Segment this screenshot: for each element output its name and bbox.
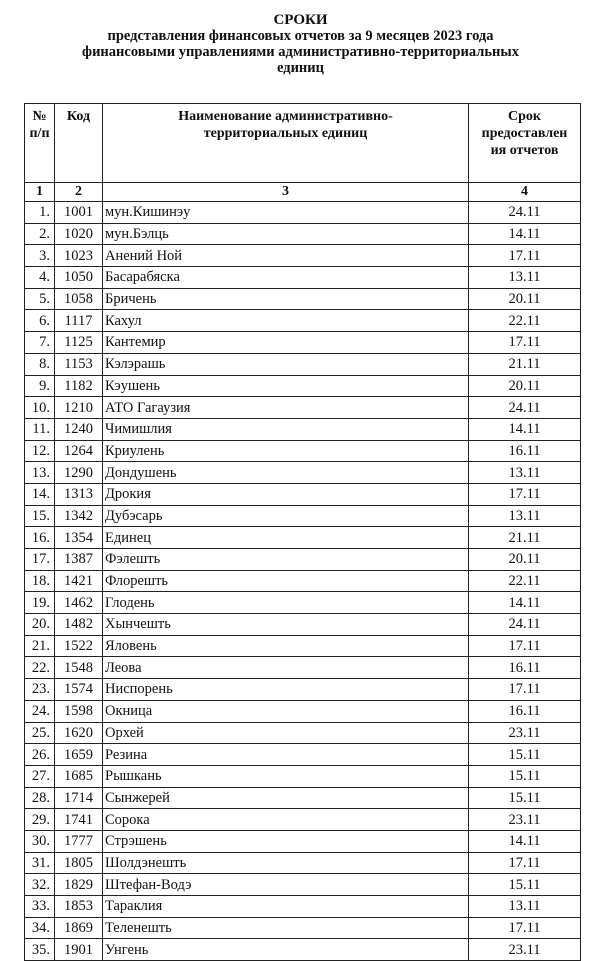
row-code-cell: 1387 (55, 549, 103, 571)
row-code-cell: 1777 (55, 830, 103, 852)
row-number-cell: 22. (25, 657, 55, 679)
row-code-cell: 1901 (55, 939, 103, 961)
row-deadline-cell: 14.11 (469, 223, 581, 245)
row-number-cell: 1. (25, 202, 55, 224)
row-deadline-cell: 13.11 (469, 896, 581, 918)
table-row (25, 462, 581, 484)
row-code-cell: 1869 (55, 917, 103, 939)
row-name-cell: Сорока (103, 809, 469, 831)
table-row (25, 440, 581, 462)
column-number: 3 (103, 183, 469, 202)
header-deadline (469, 104, 581, 183)
row-number-cell: 23. (25, 679, 55, 701)
table-row (25, 245, 581, 267)
row-deadline-cell: 23.11 (469, 939, 581, 961)
row-number-cell: 10. (25, 397, 55, 419)
header-name-line2: территориальных единиц (203, 126, 368, 141)
row-name-cell: Орхей (103, 722, 469, 744)
header-code (55, 104, 103, 183)
row-code-cell: 1117 (55, 310, 103, 332)
row-number-cell: 31. (25, 852, 55, 874)
header-deadline-line2: предоставлен (481, 126, 568, 141)
row-number-cell: 18. (25, 570, 55, 592)
row-name-cell: Криулень (103, 440, 469, 462)
row-name-cell: Фэлешть (103, 549, 469, 571)
header-deadline-line3: ия отчетов (490, 143, 559, 158)
row-code-cell: 1462 (55, 592, 103, 614)
row-code-cell: 1050 (55, 267, 103, 289)
table-row (25, 939, 581, 961)
row-name-cell: Леова (103, 657, 469, 679)
table-row (25, 267, 581, 289)
row-number-cell: 4. (25, 267, 55, 289)
table-row (25, 765, 581, 787)
row-number-cell: 19. (25, 592, 55, 614)
row-deadline-cell: 24.11 (469, 397, 581, 419)
row-number-cell: 9. (25, 375, 55, 397)
row-deadline-cell: 22.11 (469, 570, 581, 592)
row-name-cell: Бричень (103, 288, 469, 310)
row-deadline-cell: 15.11 (469, 765, 581, 787)
title-line-2: финансовыми управлениями административно-территориальных (82, 44, 519, 60)
row-name-cell: мун.Кишинэу (103, 202, 469, 224)
row-number-cell: 20. (25, 614, 55, 636)
row-deadline-cell: 13.11 (469, 267, 581, 289)
row-name-cell: Дубэсарь (103, 505, 469, 527)
row-number-cell: 3. (25, 245, 55, 267)
header-number-line1: № (32, 109, 47, 124)
row-code-cell: 1125 (55, 332, 103, 354)
row-number-cell: 7. (25, 332, 55, 354)
row-name-cell: Дрокия (103, 483, 469, 505)
row-deadline-cell: 20.11 (469, 375, 581, 397)
row-number-cell: 26. (25, 744, 55, 766)
row-deadline-cell: 21.11 (469, 353, 581, 375)
row-code-cell: 1548 (55, 657, 103, 679)
title-line-1: представления финансовых отчетов за 9 месяцев 2023 года (107, 28, 494, 44)
row-deadline-cell: 17.11 (469, 332, 581, 354)
row-code-cell: 1020 (55, 223, 103, 245)
row-code-cell: 1313 (55, 483, 103, 505)
header-deadline-line1: Срок (508, 109, 541, 124)
table-row (25, 830, 581, 852)
row-code-cell: 1023 (55, 245, 103, 267)
table-row (25, 722, 581, 744)
header-number (25, 104, 55, 183)
row-number-cell: 14. (25, 483, 55, 505)
table-row (25, 375, 581, 397)
row-name-cell: Кэлэрашь (103, 353, 469, 375)
row-code-cell: 1342 (55, 505, 103, 527)
row-name-cell: Чимишлия (103, 418, 469, 440)
column-number: 4 (469, 183, 581, 202)
table-row (25, 202, 581, 224)
row-code-cell: 1598 (55, 700, 103, 722)
table-row (25, 744, 581, 766)
table-body (25, 202, 581, 961)
row-number-cell: 11. (25, 418, 55, 440)
row-number-cell: 6. (25, 310, 55, 332)
table-row (25, 223, 581, 245)
row-code-cell: 1659 (55, 744, 103, 766)
row-deadline-cell: 17.11 (469, 483, 581, 505)
row-number-cell: 17. (25, 549, 55, 571)
row-code-cell: 1685 (55, 765, 103, 787)
row-deadline-cell: 23.11 (469, 722, 581, 744)
row-name-cell: Теленешть (103, 917, 469, 939)
row-code-cell: 1182 (55, 375, 103, 397)
row-number-cell: 25. (25, 722, 55, 744)
row-name-cell: Флорешть (103, 570, 469, 592)
row-deadline-cell: 16.11 (469, 700, 581, 722)
row-name-cell: Дондушень (103, 462, 469, 484)
row-number-cell: 35. (25, 939, 55, 961)
row-code-cell: 1210 (55, 397, 103, 419)
row-name-cell: мун.Бэлць (103, 223, 469, 245)
row-code-cell: 1354 (55, 527, 103, 549)
table-row (25, 787, 581, 809)
table-row (25, 809, 581, 831)
table-row (25, 353, 581, 375)
row-deadline-cell: 13.11 (469, 462, 581, 484)
row-name-cell: Кахул (103, 310, 469, 332)
row-name-cell: Басарабяска (103, 267, 469, 289)
row-code-cell: 1714 (55, 787, 103, 809)
row-name-cell: Ниспорень (103, 679, 469, 701)
column-number: 2 (55, 183, 103, 202)
table-row (25, 592, 581, 614)
row-deadline-cell: 13.11 (469, 505, 581, 527)
row-number-cell: 2. (25, 223, 55, 245)
row-number-cell: 28. (25, 787, 55, 809)
table-row (25, 288, 581, 310)
title-main: СРОКИ (273, 12, 328, 28)
row-name-cell: Резина (103, 744, 469, 766)
row-number-cell: 5. (25, 288, 55, 310)
row-name-cell: Яловень (103, 635, 469, 657)
row-name-cell: Тараклия (103, 896, 469, 918)
row-deadline-cell: 17.11 (469, 635, 581, 657)
table-row (25, 332, 581, 354)
row-number-cell: 13. (25, 462, 55, 484)
row-deadline-cell: 24.11 (469, 202, 581, 224)
row-code-cell: 1522 (55, 635, 103, 657)
row-deadline-cell: 15.11 (469, 787, 581, 809)
document-title (0, 12, 601, 76)
row-code-cell: 1482 (55, 614, 103, 636)
table-row (25, 505, 581, 527)
row-deadline-cell: 16.11 (469, 440, 581, 462)
row-name-cell: Штефан-Водэ (103, 874, 469, 896)
row-deadline-cell: 20.11 (469, 549, 581, 571)
row-number-cell: 30. (25, 830, 55, 852)
row-code-cell: 1829 (55, 874, 103, 896)
row-code-cell: 1264 (55, 440, 103, 462)
table-row (25, 527, 581, 549)
row-deadline-cell: 14.11 (469, 592, 581, 614)
table-row (25, 852, 581, 874)
row-deadline-cell: 23.11 (469, 809, 581, 831)
row-deadline-cell: 17.11 (469, 917, 581, 939)
table-row (25, 310, 581, 332)
row-number-cell: 33. (25, 896, 55, 918)
row-name-cell: Единец (103, 527, 469, 549)
table-row (25, 397, 581, 419)
row-number-cell: 27. (25, 765, 55, 787)
table-header-row (25, 104, 581, 183)
row-number-cell: 12. (25, 440, 55, 462)
row-deadline-cell: 17.11 (469, 852, 581, 874)
row-deadline-cell: 24.11 (469, 614, 581, 636)
row-number-cell: 8. (25, 353, 55, 375)
row-name-cell: Шолдэнешть (103, 852, 469, 874)
row-name-cell: АТО Гагаузия (103, 397, 469, 419)
row-name-cell: Кантемир (103, 332, 469, 354)
row-name-cell: Рышкань (103, 765, 469, 787)
table-row (25, 635, 581, 657)
table-row (25, 700, 581, 722)
header-name (103, 104, 469, 183)
table-row (25, 917, 581, 939)
table-row (25, 483, 581, 505)
title-line-3: единиц (277, 60, 324, 76)
row-name-cell: Кэушень (103, 375, 469, 397)
header-code-label: Код (66, 109, 91, 124)
row-code-cell: 1001 (55, 202, 103, 224)
header-number-line2: п/п (29, 126, 50, 141)
row-name-cell: Сынжерей (103, 787, 469, 809)
row-name-cell: Окница (103, 700, 469, 722)
table-row (25, 679, 581, 701)
row-code-cell: 1421 (55, 570, 103, 592)
row-name-cell: Унгень (103, 939, 469, 961)
row-number-cell: 34. (25, 917, 55, 939)
row-code-cell: 1574 (55, 679, 103, 701)
row-deadline-cell: 15.11 (469, 744, 581, 766)
row-number-cell: 21. (25, 635, 55, 657)
table-row (25, 896, 581, 918)
row-deadline-cell: 17.11 (469, 245, 581, 267)
row-code-cell: 1058 (55, 288, 103, 310)
table-row (25, 657, 581, 679)
row-number-cell: 16. (25, 527, 55, 549)
row-number-cell: 32. (25, 874, 55, 896)
table-row (25, 570, 581, 592)
row-code-cell: 1153 (55, 353, 103, 375)
table-row (25, 418, 581, 440)
header-name-line1: Наименование административно- (178, 109, 393, 124)
row-deadline-cell: 22.11 (469, 310, 581, 332)
row-deadline-cell: 16.11 (469, 657, 581, 679)
table-row (25, 874, 581, 896)
row-name-cell: Анений Ной (103, 245, 469, 267)
row-code-cell: 1805 (55, 852, 103, 874)
row-deadline-cell: 14.11 (469, 418, 581, 440)
row-code-cell: 1853 (55, 896, 103, 918)
row-number-cell: 15. (25, 505, 55, 527)
row-deadline-cell: 20.11 (469, 288, 581, 310)
row-deadline-cell: 14.11 (469, 830, 581, 852)
row-code-cell: 1290 (55, 462, 103, 484)
column-number-row (25, 183, 581, 202)
deadlines-table (24, 103, 581, 961)
row-code-cell: 1620 (55, 722, 103, 744)
row-code-cell: 1240 (55, 418, 103, 440)
row-deadline-cell: 15.11 (469, 874, 581, 896)
row-deadline-cell: 21.11 (469, 527, 581, 549)
row-deadline-cell: 17.11 (469, 679, 581, 701)
table-row (25, 549, 581, 571)
column-number: 1 (25, 183, 55, 202)
table-row (25, 614, 581, 636)
row-name-cell: Глодень (103, 592, 469, 614)
row-name-cell: Хынчешть (103, 614, 469, 636)
row-number-cell: 29. (25, 809, 55, 831)
row-name-cell: Стрэшень (103, 830, 469, 852)
row-code-cell: 1741 (55, 809, 103, 831)
row-number-cell: 24. (25, 700, 55, 722)
